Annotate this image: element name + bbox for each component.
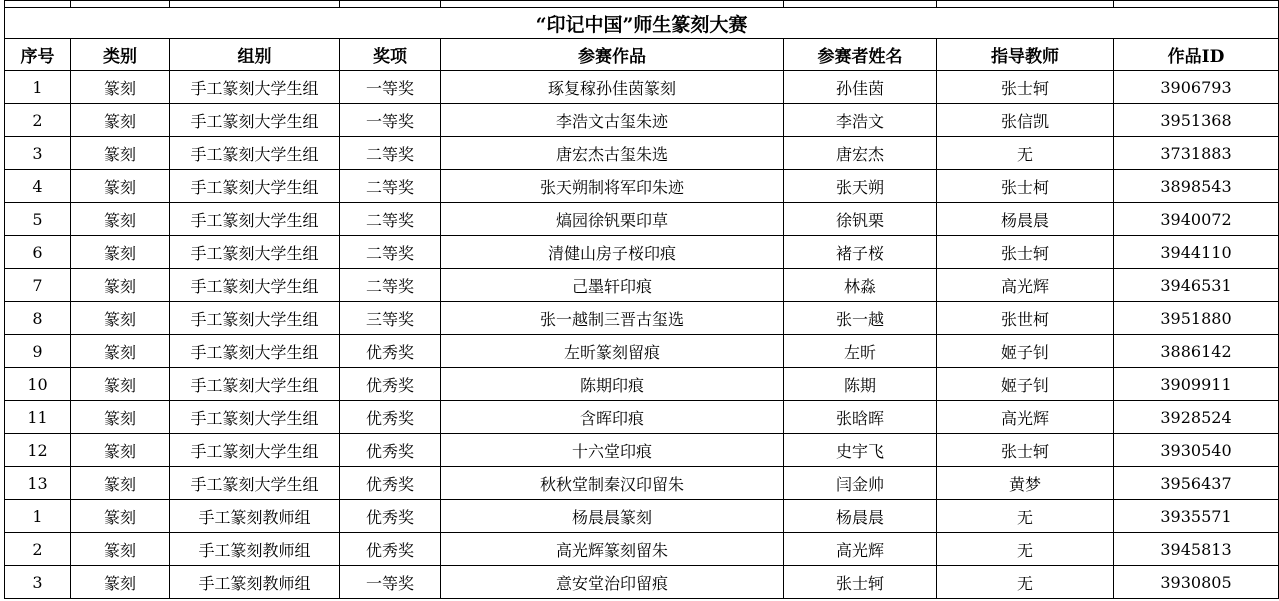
cell-category: 篆刻 xyxy=(71,170,170,203)
cell-group: 手工篆刻大学生组 xyxy=(170,368,340,401)
cell-work-id: 3944110 xyxy=(1114,236,1279,269)
cell-work: 李浩文古玺朱迹 xyxy=(441,104,784,137)
table-row xyxy=(5,533,1279,566)
cell-group: 手工篆刻大学生组 xyxy=(170,401,340,434)
cell-category: 篆刻 xyxy=(71,533,170,566)
cell-work: 左昕篆刻留痕 xyxy=(441,335,784,368)
cell-group: 手工篆刻大学生组 xyxy=(170,269,340,302)
cell-teacher: 杨晨晨 xyxy=(937,203,1114,236)
cell-index: 13 xyxy=(5,467,71,500)
cell-work-id: 3945813 xyxy=(1114,533,1279,566)
cell-group: 手工篆刻大学生组 xyxy=(170,104,340,137)
cell-teacher: 无 xyxy=(937,566,1114,599)
cell-group: 手工篆刻大学生组 xyxy=(170,137,340,170)
table-row xyxy=(5,203,1279,236)
cell-work-id: 3951368 xyxy=(1114,104,1279,137)
cell-index: 2 xyxy=(5,533,71,566)
cell-group: 手工篆刻大学生组 xyxy=(170,236,340,269)
cell-award: 优秀奖 xyxy=(340,533,441,566)
cell-index: 6 xyxy=(5,236,71,269)
cell-teacher: 无 xyxy=(937,500,1114,533)
cell-work-id: 3940072 xyxy=(1114,203,1279,236)
cell-index: 8 xyxy=(5,302,71,335)
header-work: 参赛作品 xyxy=(441,39,784,71)
cell-participant: 左昕 xyxy=(784,335,937,368)
cell-group: 手工篆刻教师组 xyxy=(170,500,340,533)
cell-award: 优秀奖 xyxy=(340,335,441,368)
cell-teacher: 张士轲 xyxy=(937,71,1114,104)
cell-work: 琢复稼孙佳茵篆刻 xyxy=(441,71,784,104)
cell-category: 篆刻 xyxy=(71,335,170,368)
cell-teacher: 高光辉 xyxy=(937,269,1114,302)
cell-category: 篆刻 xyxy=(71,368,170,401)
cell-participant: 张晗晖 xyxy=(784,401,937,434)
cell-award: 二等奖 xyxy=(340,269,441,302)
cell-work: 杨晨晨篆刻 xyxy=(441,500,784,533)
header-teacher: 指导教师 xyxy=(937,39,1114,71)
cell-group: 手工篆刻教师组 xyxy=(170,533,340,566)
cell-category: 篆刻 xyxy=(71,467,170,500)
cell-work-id: 3930540 xyxy=(1114,434,1279,467)
cell-teacher: 张世柯 xyxy=(937,302,1114,335)
cell-award: 优秀奖 xyxy=(340,500,441,533)
cell-teacher: 姬子钊 xyxy=(937,368,1114,401)
cell-group: 手工篆刻大学生组 xyxy=(170,71,340,104)
table-row xyxy=(5,104,1279,137)
cell-category: 篆刻 xyxy=(71,236,170,269)
table-row xyxy=(5,236,1279,269)
cell-teacher: 黄梦 xyxy=(937,467,1114,500)
cell-work: 唐宏杰古玺朱选 xyxy=(441,137,784,170)
table-row xyxy=(5,71,1279,104)
table-row xyxy=(5,401,1279,434)
cell-work-id: 3956437 xyxy=(1114,467,1279,500)
cell-participant: 闫金帅 xyxy=(784,467,937,500)
cell-index: 3 xyxy=(5,566,71,599)
table-row xyxy=(5,302,1279,335)
cell-index: 1 xyxy=(5,500,71,533)
table-row xyxy=(5,434,1279,467)
cell-work: 张天朔制将军印朱迹 xyxy=(441,170,784,203)
cell-index: 4 xyxy=(5,170,71,203)
cell-award: 二等奖 xyxy=(340,137,441,170)
cell-teacher: 张信凯 xyxy=(937,104,1114,137)
cell-index: 2 xyxy=(5,104,71,137)
cell-category: 篆刻 xyxy=(71,401,170,434)
cell-category: 篆刻 xyxy=(71,71,170,104)
cell-index: 9 xyxy=(5,335,71,368)
cell-work-id: 3928524 xyxy=(1114,401,1279,434)
cell-teacher: 张士轲 xyxy=(937,434,1114,467)
cell-work: 张一越制三晋古玺选 xyxy=(441,302,784,335)
cell-work: 秋秋堂制秦汉印留朱 xyxy=(441,467,784,500)
cell-work-id: 3886142 xyxy=(1114,335,1279,368)
header-award: 奖项 xyxy=(340,39,441,71)
table-row xyxy=(5,137,1279,170)
cell-work: 清健山房子桜印痕 xyxy=(441,236,784,269)
cell-index: 7 xyxy=(5,269,71,302)
cell-work-id: 3935571 xyxy=(1114,500,1279,533)
cell-participant: 唐宏杰 xyxy=(784,137,937,170)
cell-work: 意安堂治印留痕 xyxy=(441,566,784,599)
cell-award: 一等奖 xyxy=(340,71,441,104)
cell-participant: 史宇飞 xyxy=(784,434,937,467)
cell-teacher: 张士轲 xyxy=(937,236,1114,269)
cell-participant: 褚子桜 xyxy=(784,236,937,269)
cell-award: 二等奖 xyxy=(340,170,441,203)
cell-work: 陈期印痕 xyxy=(441,368,784,401)
cell-category: 篆刻 xyxy=(71,203,170,236)
header-row xyxy=(5,39,1279,71)
cell-category: 篆刻 xyxy=(71,104,170,137)
cell-work: 熇园徐钒栗印草 xyxy=(441,203,784,236)
cell-work-id: 3951880 xyxy=(1114,302,1279,335)
cell-category: 篆刻 xyxy=(71,434,170,467)
cell-work-id: 3898543 xyxy=(1114,170,1279,203)
cell-category: 篆刻 xyxy=(71,137,170,170)
cell-work-id: 3946531 xyxy=(1114,269,1279,302)
cell-group: 手工篆刻大学生组 xyxy=(170,467,340,500)
cell-participant: 林淼 xyxy=(784,269,937,302)
table-row xyxy=(5,467,1279,500)
cell-group: 手工篆刻大学生组 xyxy=(170,203,340,236)
cell-teacher: 无 xyxy=(937,533,1114,566)
cell-category: 篆刻 xyxy=(71,566,170,599)
cell-work: 含晖印痕 xyxy=(441,401,784,434)
table-top-edge-row xyxy=(5,1,1279,8)
cell-award: 二等奖 xyxy=(340,236,441,269)
cell-index: 12 xyxy=(5,434,71,467)
cell-participant: 杨晨晨 xyxy=(784,500,937,533)
table-row xyxy=(5,566,1279,599)
cell-group: 手工篆刻大学生组 xyxy=(170,170,340,203)
table-row xyxy=(5,335,1279,368)
cell-award: 二等奖 xyxy=(340,203,441,236)
title-row xyxy=(5,8,1279,39)
cell-work-id: 3909911 xyxy=(1114,368,1279,401)
cell-category: 篆刻 xyxy=(71,500,170,533)
cell-index: 3 xyxy=(5,137,71,170)
awards-table xyxy=(4,0,1279,599)
cell-group: 手工篆刻教师组 xyxy=(170,566,340,599)
cell-group: 手工篆刻大学生组 xyxy=(170,302,340,335)
cell-award: 一等奖 xyxy=(340,104,441,137)
cell-participant: 陈期 xyxy=(784,368,937,401)
cell-award: 三等奖 xyxy=(340,302,441,335)
cell-teacher: 姬子钊 xyxy=(937,335,1114,368)
cell-award: 优秀奖 xyxy=(340,434,441,467)
cell-index: 11 xyxy=(5,401,71,434)
header-index: 序号 xyxy=(5,39,71,71)
cell-category: 篆刻 xyxy=(71,269,170,302)
cell-group: 手工篆刻大学生组 xyxy=(170,335,340,368)
cell-participant: 张士轲 xyxy=(784,566,937,599)
header-group: 组别 xyxy=(170,39,340,71)
header-participant: 参赛者姓名 xyxy=(784,39,937,71)
cell-participant: 张一越 xyxy=(784,302,937,335)
cell-participant: 张天朔 xyxy=(784,170,937,203)
cell-work: 高光辉篆刻留朱 xyxy=(441,533,784,566)
table-row xyxy=(5,368,1279,401)
cell-participant: 李浩文 xyxy=(784,104,937,137)
cell-teacher: 无 xyxy=(937,137,1114,170)
cell-work: 十六堂印痕 xyxy=(441,434,784,467)
header-category: 类别 xyxy=(71,39,170,71)
table-row xyxy=(5,269,1279,302)
cell-category: 篆刻 xyxy=(71,302,170,335)
table-body xyxy=(5,71,1279,599)
cell-award: 一等奖 xyxy=(340,566,441,599)
cell-work-id: 3930805 xyxy=(1114,566,1279,599)
table-row xyxy=(5,500,1279,533)
cell-index: 5 xyxy=(5,203,71,236)
cell-teacher: 高光辉 xyxy=(937,401,1114,434)
cell-index: 10 xyxy=(5,368,71,401)
cell-work: 己墨轩印痕 xyxy=(441,269,784,302)
cell-participant: 孙佳茵 xyxy=(784,71,937,104)
cell-participant: 徐钒栗 xyxy=(784,203,937,236)
cell-award: 优秀奖 xyxy=(340,368,441,401)
header-work-id: 作品ID xyxy=(1114,39,1279,71)
cell-work-id: 3906793 xyxy=(1114,71,1279,104)
cell-group: 手工篆刻大学生组 xyxy=(170,434,340,467)
cell-participant: 高光辉 xyxy=(784,533,937,566)
cell-award: 优秀奖 xyxy=(340,467,441,500)
table-row xyxy=(5,170,1279,203)
cell-index: 1 xyxy=(5,71,71,104)
cell-teacher: 张士柯 xyxy=(937,170,1114,203)
table-title: “印记中国”师生篆刻大赛 xyxy=(5,8,1279,39)
cell-award: 优秀奖 xyxy=(340,401,441,434)
cell-work-id: 3731883 xyxy=(1114,137,1279,170)
